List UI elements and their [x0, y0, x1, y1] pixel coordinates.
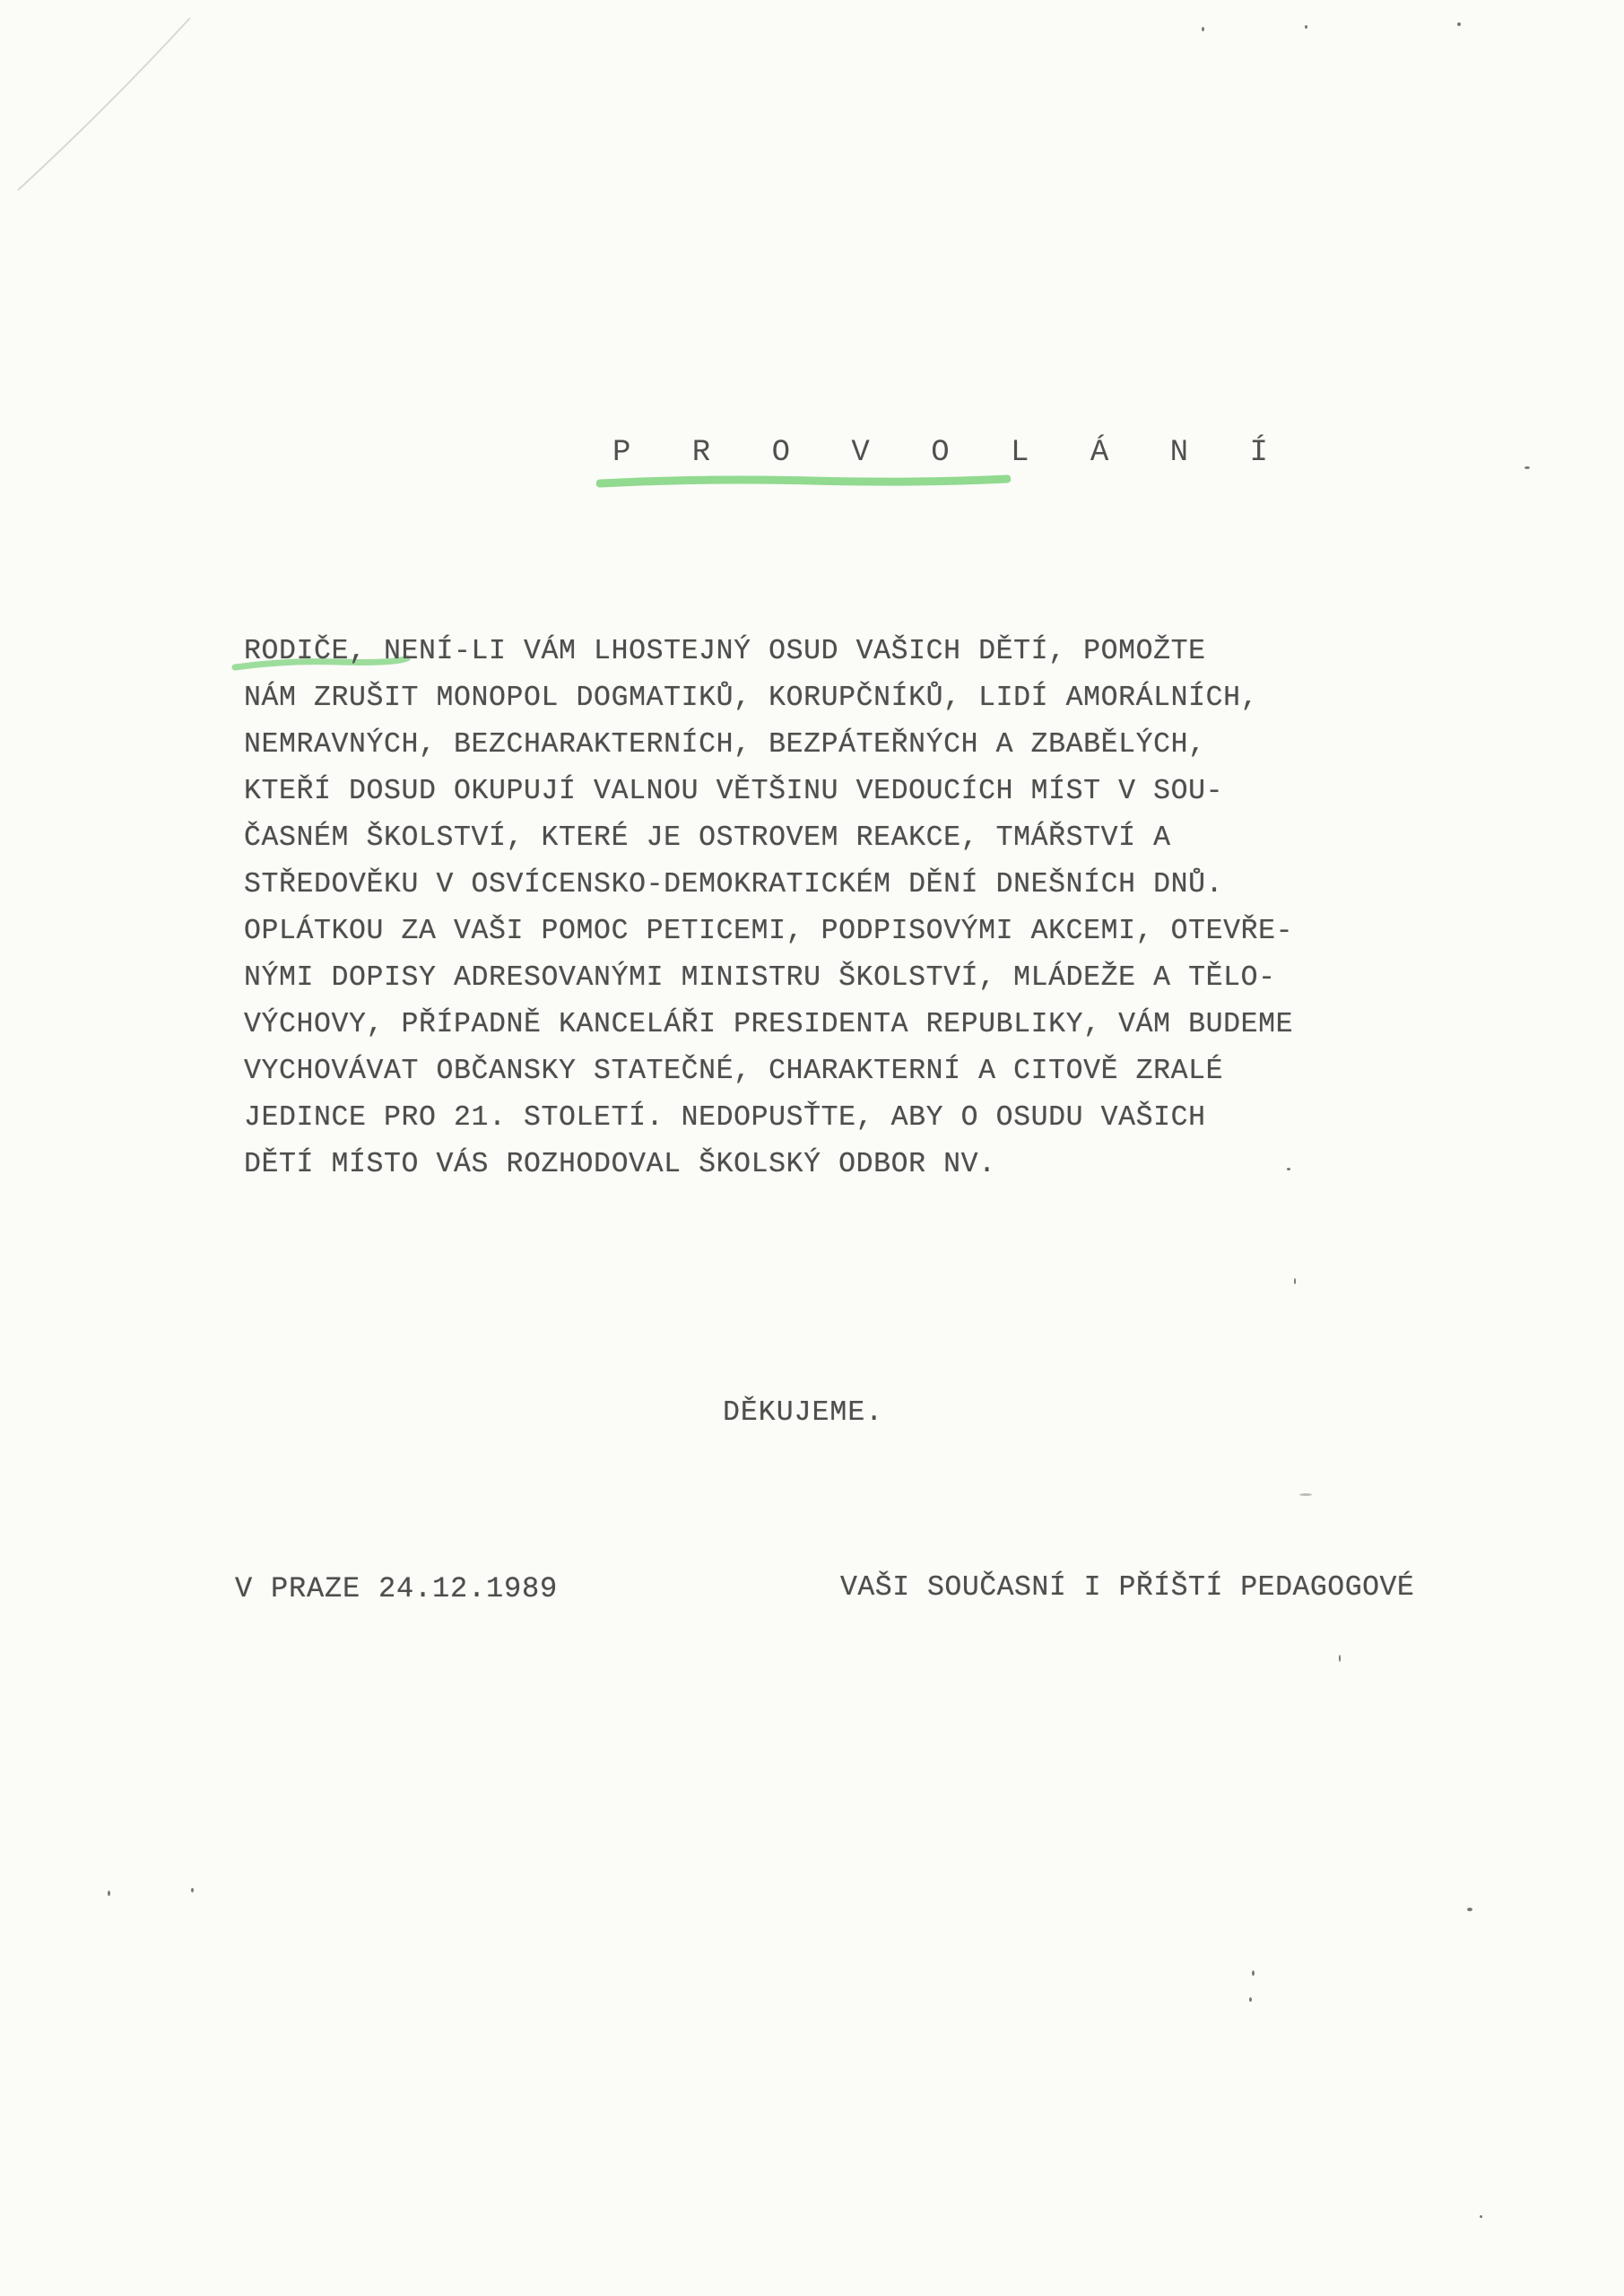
body-line: RODIČE, NENÍ-LI VÁM LHOSTEJNÝ OSUD VAŠICH DĚTÍ, POMOŽTE	[244, 636, 1206, 667]
body-line: DĚTÍ MÍSTO VÁS ROZHODOVAL ŠKOLSKÝ ODBOR NV.	[244, 1149, 996, 1180]
paper-speck	[1524, 466, 1530, 469]
paper-speck	[1252, 1970, 1255, 1976]
paper-speck	[191, 1888, 194, 1892]
body-line: OPLÁTKOU ZA VAŠI POMOC PETICEMI, PODPISOVÝMI AKCEMI, OTEVŘE-	[244, 916, 1294, 947]
paper-speck	[1339, 1655, 1341, 1662]
body-line: JEDINCE PRO 21. STOLETÍ. NEDOPUSŤTE, ABY O OSUDU VAŠICH	[244, 1102, 1206, 1134]
body-line: NÁM ZRUŠIT MONOPOL DOGMATIKŮ, KORUPČNÍKŮ, LIDÍ AMORÁLNÍCH,	[244, 683, 1259, 714]
body-line: VYCHOVÁVAT OBČANSKY STATEČNÉ, CHARAKTERNÍ A CITOVĚ ZRALÉ	[244, 1056, 1224, 1087]
body-line: VÝCHOVY, PŘÍPADNĚ KANCELÁŘI PRESIDENTA REPUBLIKY, VÁM BUDEME	[244, 1009, 1294, 1040]
paper-speck	[1467, 1908, 1472, 1911]
paper-speck	[1249, 1997, 1252, 2002]
paper-speck	[1202, 27, 1204, 31]
body-line: NÝMI DOPISY ADRESOVANÝMI MINISTRU ŠKOLSTVÍ, MLÁDEŽE A TĚLO-	[244, 962, 1276, 994]
body-line: STŘEDOVĚKU V OSVÍCENSKO-DEMOKRATICKÉM DĚNÍ DNEŠNÍCH DNŮ.	[244, 869, 1224, 900]
green-highlighter-underline	[596, 473, 1011, 491]
body-line: ČASNÉM ŠKOLSTVÍ, KTERÉ JE OSTROVEM REAKCE, TMÁŘSTVÍ A	[244, 822, 1171, 854]
closing-thanks: DĚKUJEME.	[723, 1397, 884, 1429]
body-line: NEMRAVNÝCH, BEZCHARAKTERNÍCH, BEZPÁTEŘNÝCH A ZBABĚLÝCH,	[244, 729, 1206, 761]
document-title: P R O V O L Á N Í	[612, 436, 1290, 470]
place-and-date: V PRAZE 24.12.1989	[235, 1572, 559, 1605]
body-line: KTEŘÍ DOSUD OKUPUJÍ VALNOU VĚTŠINU VEDOUCÍCH MÍST V SOU-	[244, 776, 1224, 807]
paper-speck	[1480, 2215, 1482, 2218]
paper-speck	[1299, 1493, 1312, 1496]
paper-speck	[1294, 1278, 1296, 1284]
appeal-body-text	[244, 629, 1446, 1188]
folded-corner-mark	[0, 0, 251, 251]
paper-speck	[1457, 22, 1461, 26]
paper-speck	[108, 1891, 110, 1896]
paper-speck	[1305, 25, 1307, 29]
signature-line: VAŠI SOUČASNÍ I PŘÍŠTÍ PEDAGOGOVÉ	[840, 1572, 1415, 1604]
